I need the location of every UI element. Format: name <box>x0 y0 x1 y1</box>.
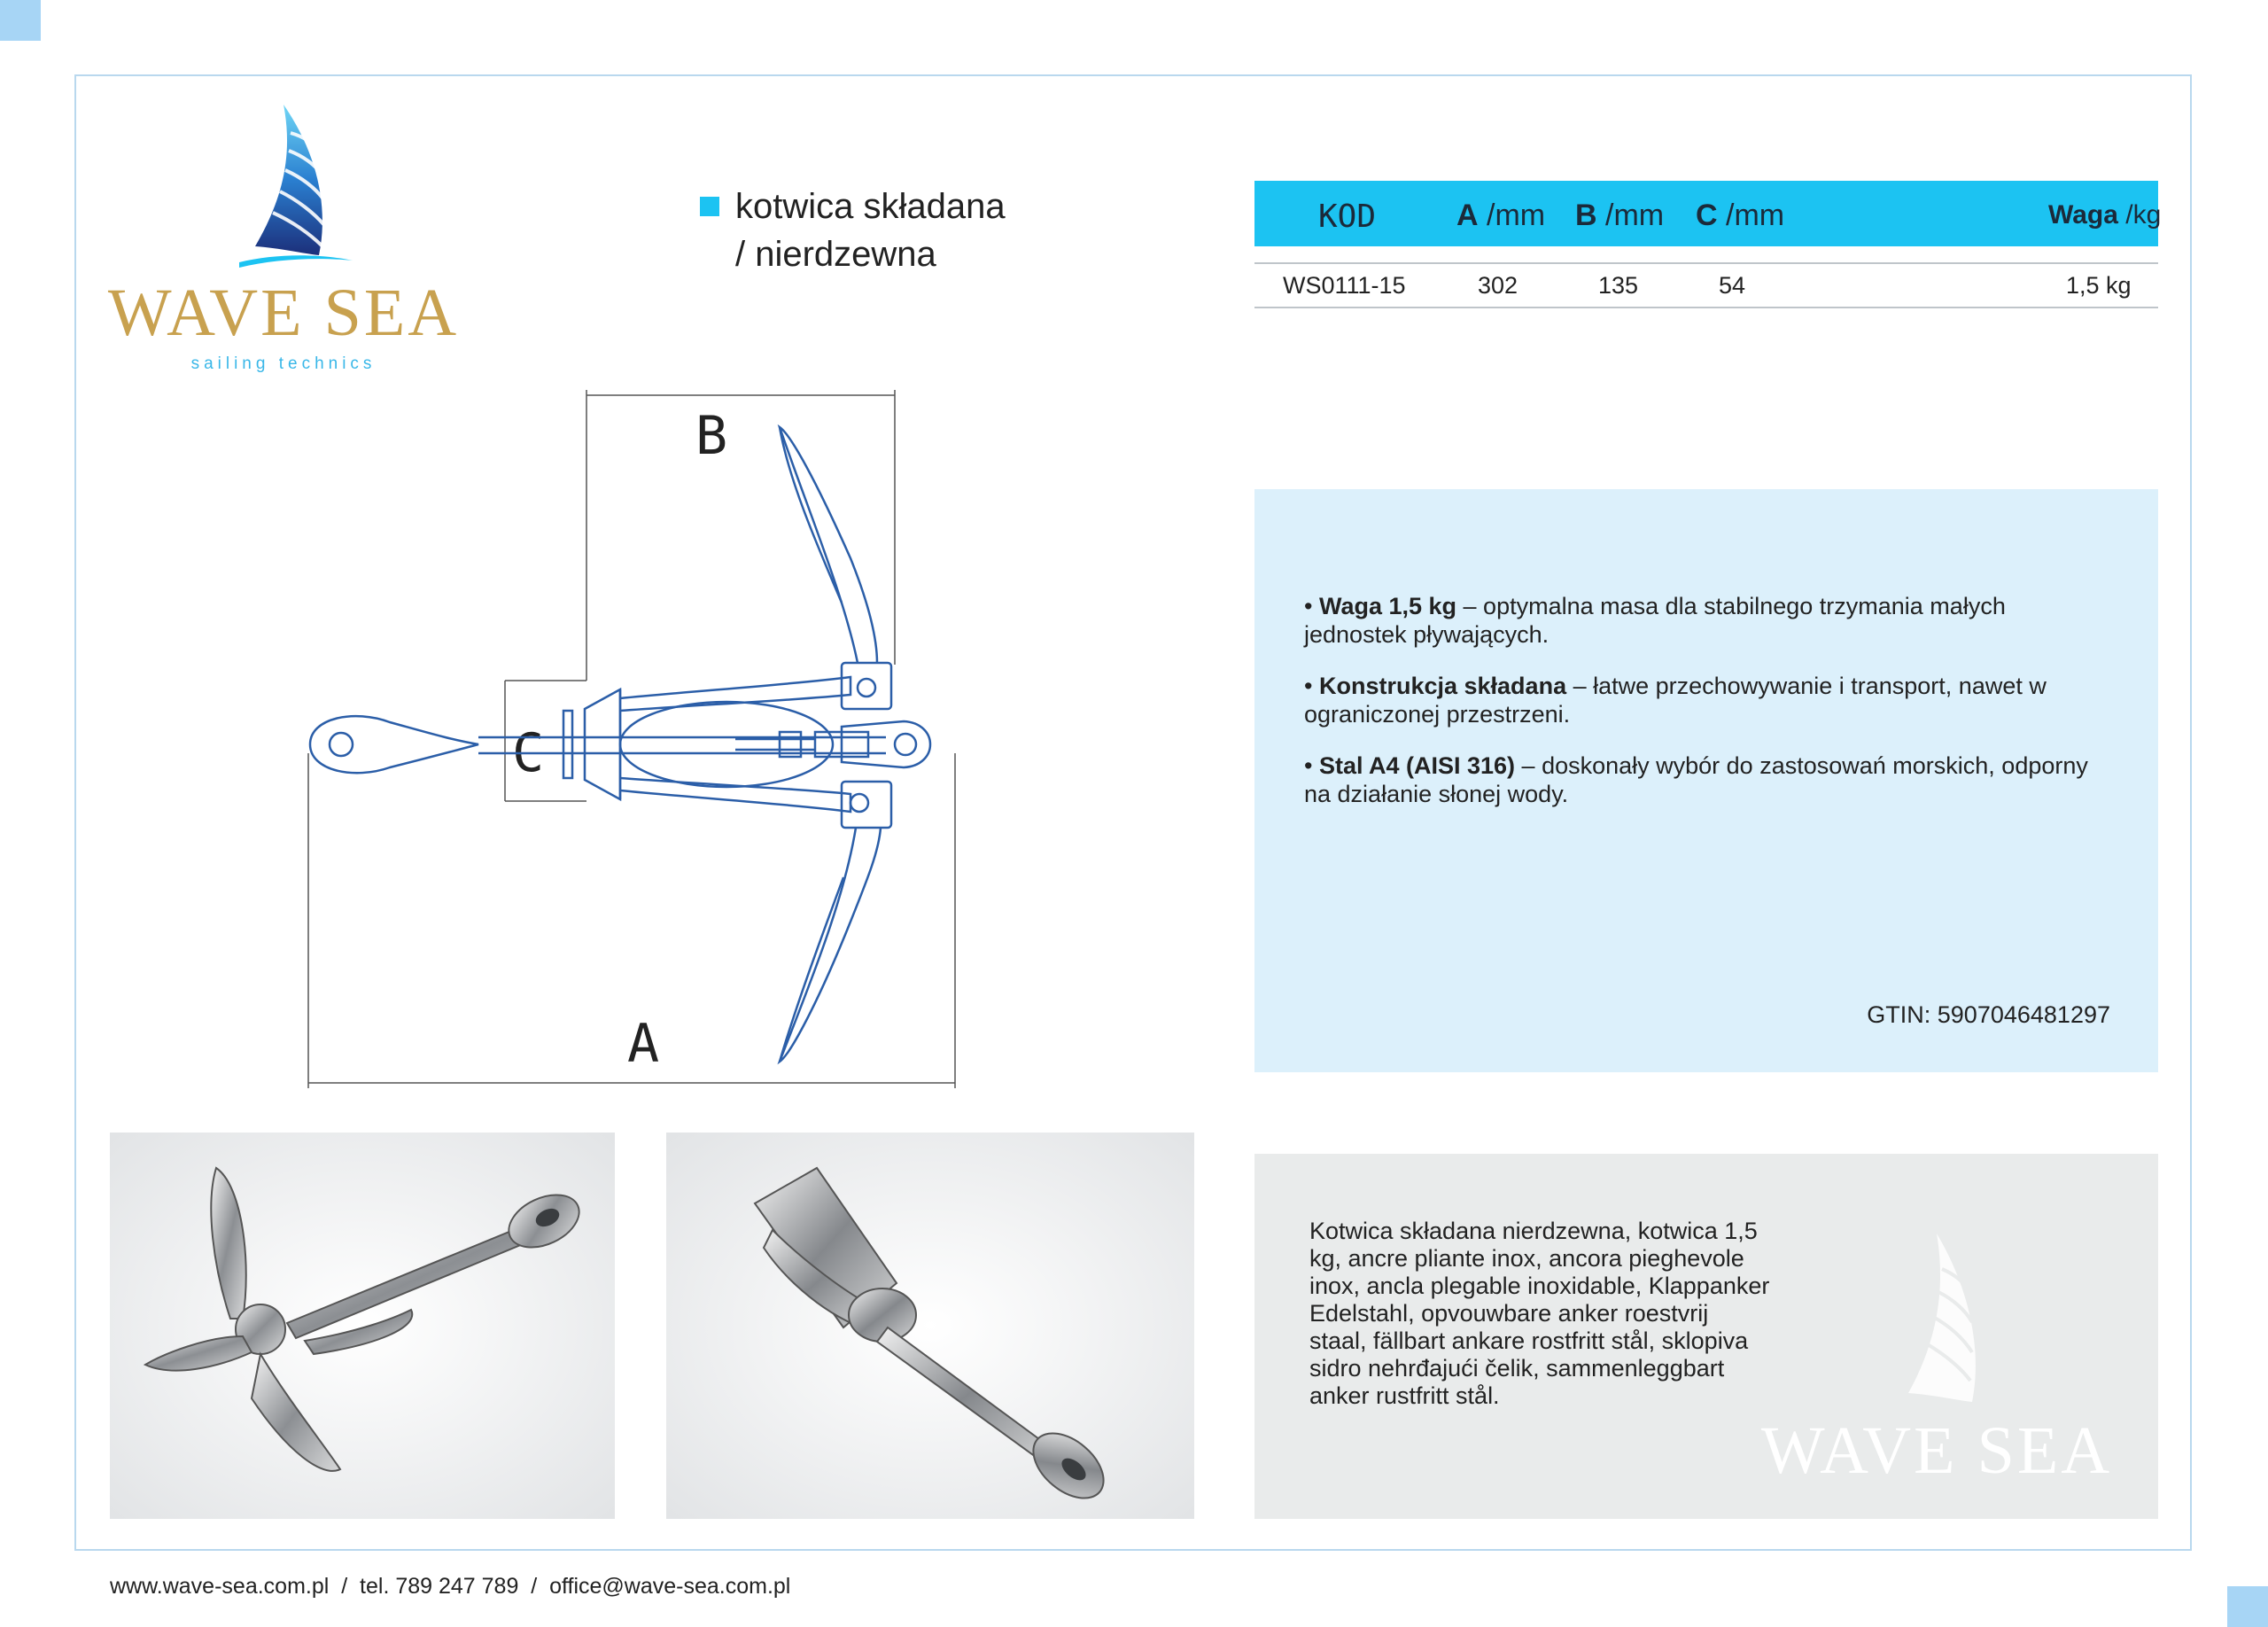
header-a: A /mm <box>1456 199 1546 232</box>
anchor-technical-drawing <box>301 381 975 1090</box>
cell-waga: 1,5 kg <box>2066 272 2132 299</box>
footer-phone[interactable]: tel. 789 247 789 <box>360 1574 519 1599</box>
cell-c: 54 <box>1719 272 1746 299</box>
sail-logo-icon <box>106 97 461 275</box>
corner-marker-bottom-right <box>2227 1586 2268 1627</box>
header-kod: KOD <box>1318 199 1377 235</box>
gtin-code: GTIN: 5907046481297 <box>1867 1001 2110 1028</box>
multilanguage-description-panel <box>1254 1154 2158 1519</box>
multilanguage-description: Kotwica składana nierdzewna, kotwica 1,5 kg, ancre pliante inox, ancora pieghevole inox, ancla plegable inoxidable, Klappanker Edelstahl, opvouwbare anker roestvrij staal, fällbart ankare rostfritt stål, sklopiva sidro nehrđajući čelik, sammenleggbart anker rustfritt stål. <box>1309 1218 1770 1409</box>
product-title-line1: kotwica składana <box>735 187 1006 226</box>
brand-wordmark: WAVE SEA <box>107 276 460 350</box>
footer-separator: / <box>329 1574 361 1599</box>
header-c: C /mm <box>1696 199 1785 232</box>
features-panel <box>1254 489 2158 1072</box>
footer-separator: / <box>518 1574 550 1599</box>
dimension-label-b: B <box>695 405 728 467</box>
cell-kod: WS0111-15 <box>1283 272 1406 299</box>
footer-email-link[interactable]: office@wave-sea.com.pl <box>549 1574 791 1599</box>
title-bullet-square-icon <box>700 197 719 216</box>
cell-b: 135 <box>1598 272 1639 299</box>
dimension-lines <box>308 390 955 1088</box>
feature-item: • Stal A4 (AISI 316) – doskonały wybór do zastosowań morskich, odporny na działanie słonej wody. <box>1304 752 2088 807</box>
anchor-photo-folded <box>666 1133 1194 1519</box>
product-title <box>700 183 1006 278</box>
header-waga: Waga /kg <box>2048 200 2162 230</box>
anchor-photo-open <box>110 1133 615 1519</box>
header-b: B /mm <box>1575 199 1665 232</box>
footer-contact <box>110 1574 790 1600</box>
anchor-outline <box>310 427 930 1062</box>
dimension-label-a: A <box>627 1013 660 1075</box>
feature-item: • Waga 1,5 kg – optymalna masa dla stabilnego trzymania małych jednostek pływających. <box>1304 593 2006 648</box>
footer-website-link[interactable]: www.wave-sea.com.pl <box>110 1574 330 1599</box>
table-row <box>1254 262 2158 308</box>
corner-marker-top-left <box>0 0 41 41</box>
watermark-wordmark: WAVE SEA <box>1760 1413 2113 1488</box>
dimension-label-c: C <box>512 722 545 784</box>
brand-tagline: sailing technics <box>190 354 377 373</box>
watermark-sail-icon <box>1751 1225 2123 1420</box>
feature-item: • Konstrukcja składana – łatwe przechowywanie i transport, nawet w ograniczonej przestrzeni. <box>1304 673 2047 728</box>
brand-logo <box>106 97 461 381</box>
spec-table-header <box>1254 181 2162 246</box>
cell-a: 302 <box>1478 272 1518 299</box>
watermark-logo <box>1751 1225 2123 1508</box>
spec-table <box>1254 181 2162 308</box>
product-title-line2: / nierdzewna <box>735 235 936 274</box>
